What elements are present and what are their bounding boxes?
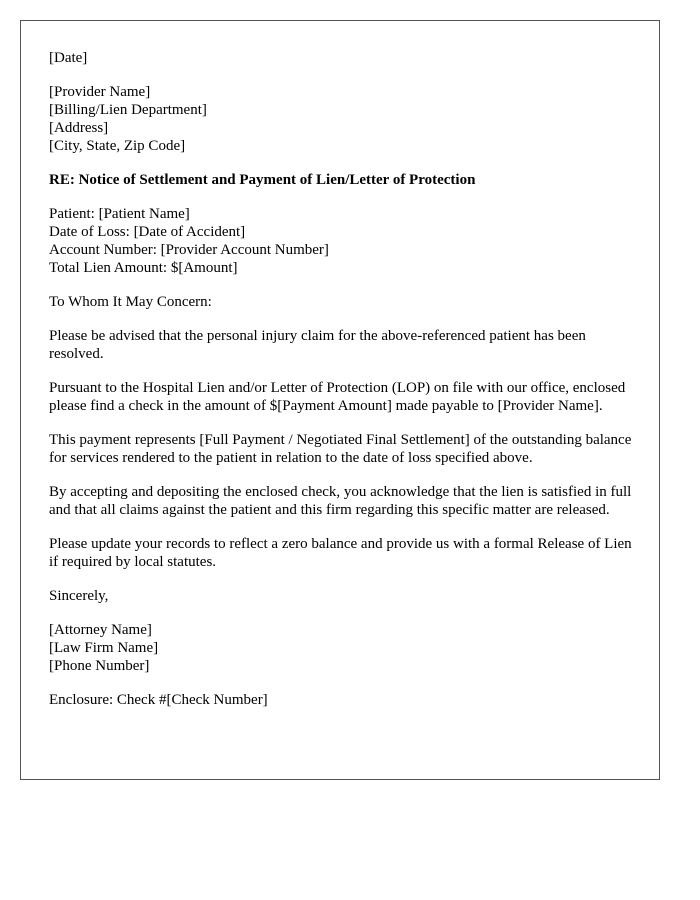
patient-line: Patient: [Patient Name] [49, 206, 190, 222]
claim-details [49, 205, 639, 277]
date-block [49, 49, 639, 67]
subject-block [49, 171, 639, 189]
attorney-name: [Attorney Name] [49, 622, 152, 638]
law-firm-name: [Law Firm Name] [49, 640, 159, 656]
recipient-name: [Provider Name] [49, 84, 151, 100]
paragraph-resolution: Please be advised that the personal injury claim for the above-referenced patient has been resolved. [49, 328, 586, 362]
total-lien-line: Total Lien Amount: $[Amount] [49, 260, 238, 276]
paragraph-settlement-type: This payment represents [Full Payment / Negotiated Final Settlement] of the outstanding balance for services rendered to the patient in relation to the date of loss specified above. [49, 432, 632, 466]
salutation: To Whom It May Concern: [49, 294, 212, 310]
paragraph-update-records: Please update your records to reflect a zero balance and provide us with a formal Release of Lien if required by local statutes. [49, 536, 632, 570]
recipient-address-line: [Address] [49, 120, 109, 136]
enclosure-block [49, 691, 639, 709]
date-of-loss-line: Date of Loss: [Date of Accident] [49, 224, 246, 240]
recipient-department: [Billing/Lien Department] [49, 102, 207, 118]
paragraph-payment: Pursuant to the Hospital Lien and/or Letter of Protection (LOP) on file with our office, enclosed please find a check in the amount of $[Payment Amount] made payable to [Provider Name]. [49, 380, 626, 414]
signature-block [49, 621, 639, 675]
enclosure-line: Enclosure: Check #[Check Number] [49, 692, 268, 708]
closing: Sincerely, [49, 588, 109, 604]
phone-number: [Phone Number] [49, 658, 150, 674]
salutation-block [49, 293, 639, 311]
closing-block [49, 587, 639, 605]
letter-date: [Date] [49, 50, 88, 66]
recipient-address [49, 83, 639, 155]
letter-page [20, 20, 660, 780]
account-number-line: Account Number: [Provider Account Number] [49, 242, 329, 258]
letter-body [49, 49, 639, 725]
paragraph-acknowledgement: By accepting and depositing the enclosed check, you acknowledge that the lien is satisfied in full and that all claims against the patient and this firm regarding this specific matter are released. [49, 484, 632, 518]
recipient-city-state-zip: [City, State, Zip Code] [49, 138, 186, 154]
subject-line: RE: Notice of Settlement and Payment of Lien/Letter of Protection [49, 172, 476, 188]
